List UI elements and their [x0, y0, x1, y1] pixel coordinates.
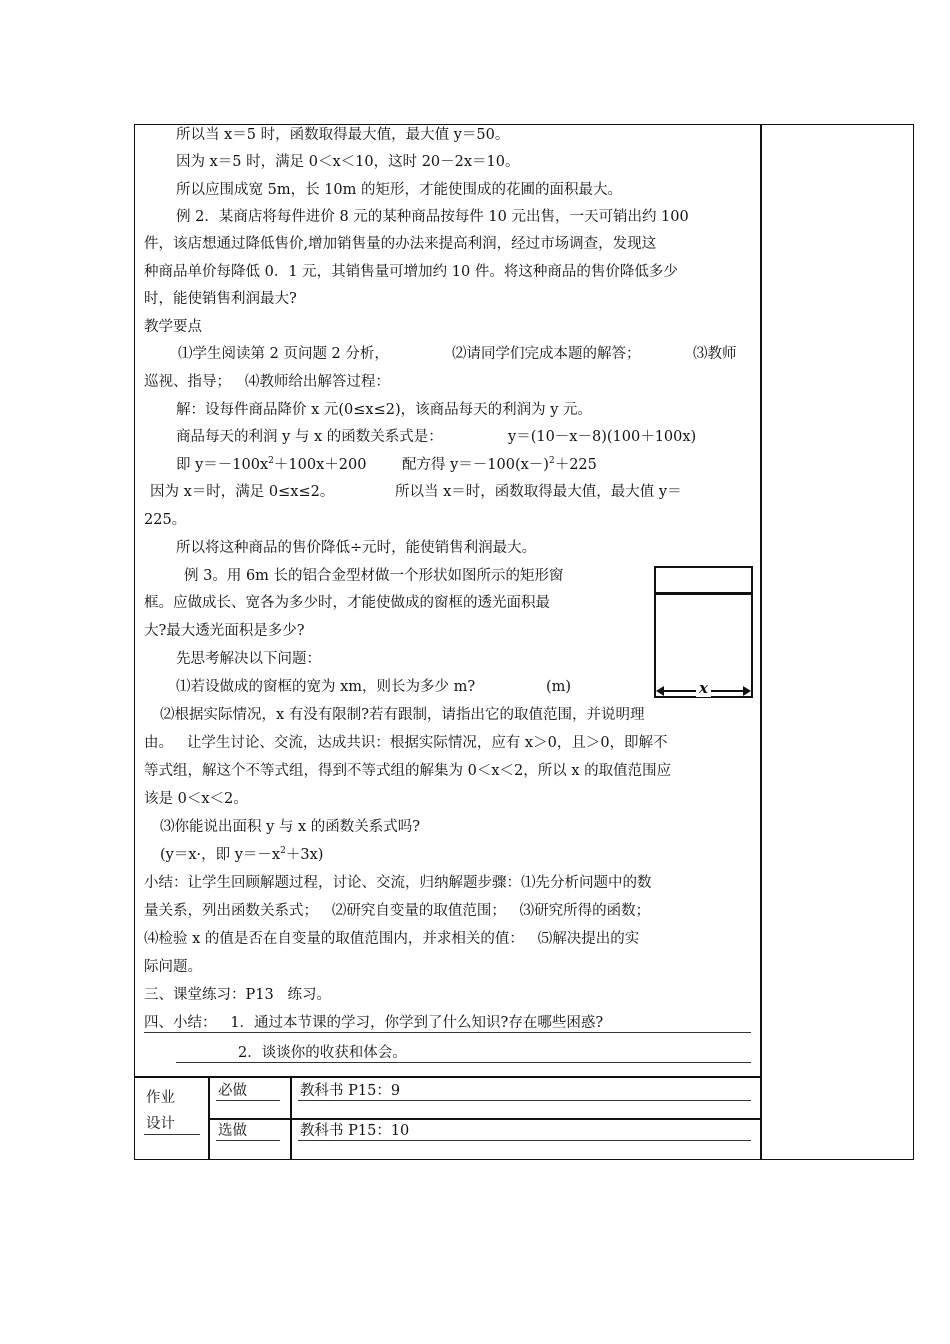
example-2-text: 例 2．某商店将每件进价 8 元的某种商品按每件 10 元出售，一天可销出约 100: [176, 209, 689, 225]
text-line: 所以应围成宽 5m，长 10m 的矩形，才能使围成的花圃的面积最大。: [176, 182, 623, 198]
summary-heading: 四、小结： 1．通过本节课的学习，你学到了什么知识?存在哪些困惑?: [144, 1015, 604, 1031]
teaching-step: ⑶教师: [693, 346, 737, 362]
question-3-answer: (y＝x·，即 $y=-x^2+3x$): [160, 846, 324, 863]
solution-formula: y＝(10－x－8)(100＋100x): [508, 429, 697, 445]
homework-header: 作业: [146, 1090, 175, 1106]
question-1-answer: (m): [546, 679, 572, 695]
teaching-step: ⑵请同学们完成本题的解答；: [452, 346, 641, 362]
summary-item: 2．谈谈你的收获和体会。: [238, 1045, 407, 1061]
solution-text: 所以将这种商品的售价降低÷元时，能使销售利润最大。: [176, 540, 537, 556]
example-3-text: 框。应做成长、宽各为多少时，才能使做成的窗框的透光面积最: [144, 595, 550, 611]
example-3-text: 例 3。用 6m 长的铝合金型材做一个形状如图所示的矩形窗: [184, 568, 564, 584]
summary-text: 小结：让学生回顾解题过程，讨论、交流，归纳解题步骤：⑴先分析问题中的数: [144, 875, 652, 891]
right-column-divider: [760, 124, 762, 1160]
summary-text: ⑷检验 x 的值是否在自变量的取值范围内，并求相关的值： ⑸解决提出的实: [144, 931, 640, 947]
question-2: 等式组，解这个不等式组，得到不等式组的解集为 0＜x＜2，所以 x 的取值范围应: [144, 763, 672, 779]
solution-text: 所以当 x＝时，函数取得最大值，最大值 y＝: [395, 484, 682, 500]
solution-text: 商品每天的利润 y 与 x 的函数关系式是：: [176, 429, 443, 445]
question-3: ⑶你能说出面积 y 与 x 的函数关系式吗?: [160, 819, 421, 835]
required-content: 教科书 P15：9: [300, 1083, 401, 1099]
question-1: ⑴若设做成的窗框的宽为 xm，则长为多少 m?: [176, 679, 476, 695]
question-2: 由。 让学生讨论、交流，达成共识：根据实际情况，应有 x＞0，且＞0，即解不: [144, 735, 668, 751]
solution-text: 225。: [144, 512, 187, 528]
practice-heading: 三、课堂练习：P13 练习。: [144, 987, 332, 1003]
arrow-right-icon: [743, 686, 751, 696]
width-dimension: [654, 679, 753, 698]
homework-top-border: [134, 1076, 761, 1078]
example-2-text: 种商品单价每降低 0．1 元，其销售量可增加约 10 件。将这种商品的售价降低多少: [144, 264, 678, 280]
required-label: 必做: [218, 1083, 247, 1099]
example-3-text: 大?最大透光面积是多少?: [144, 623, 305, 639]
solution-formula: 即 $y=-100x^2+100x+200$: [176, 456, 367, 473]
homework-row-divider: [208, 1118, 761, 1120]
homework-header: 设计: [146, 1116, 175, 1132]
solution-formula: 配方得 $y=-100(x-)^2+225$: [402, 456, 597, 473]
example-2-text: 件，该店想通过降低售价,增加销售量的办法来提高利润，经过市场调查，发现这: [144, 236, 657, 252]
section-heading: 教学要点: [144, 319, 202, 335]
solution-text: 解：设每件商品降价 x 元(0≤x≤2)，该商品每天的利润为 y 元。: [176, 402, 593, 418]
question-2: ⑵根据实际情况，x 有没有限制?若有跟制，请指出它的取值范围，并说明理: [160, 707, 645, 723]
text-line: 因为 x＝5 时，满足 0＜x＜10，这时 20－2x＝10。: [176, 154, 520, 170]
optional-content: 教科书 P15：10: [300, 1123, 410, 1139]
arrow-left-icon: [656, 686, 664, 696]
homework-label-underline: [144, 1134, 200, 1135]
teaching-step: ⑴学生阅读第 2 页问题 2 分析，: [178, 346, 389, 362]
example-3-text: 先思考解决以下问题：: [176, 651, 321, 667]
optional-label: 选做: [218, 1123, 247, 1139]
text-line: 所以当 x＝5 时，函数取得最大值，最大值 y＝50。: [176, 127, 510, 143]
example-2-text: 时，能使销售利润最大?: [144, 291, 297, 307]
solution-text: 因为 x＝时，满足 0≤x≤2。: [150, 484, 335, 500]
teaching-step: 巡视、指导； ⑷教师给出解答过程：: [144, 374, 390, 390]
summary-text: 量关系，列出函数关系式； ⑵研究自变量的取值范围； ⑶研究所得的函数；: [144, 903, 651, 919]
question-2: 该是 0＜x＜2。: [144, 791, 248, 807]
summary-text: 际问题。: [144, 959, 202, 975]
window-crossbar: [656, 592, 751, 595]
dimension-label: x: [696, 679, 711, 697]
